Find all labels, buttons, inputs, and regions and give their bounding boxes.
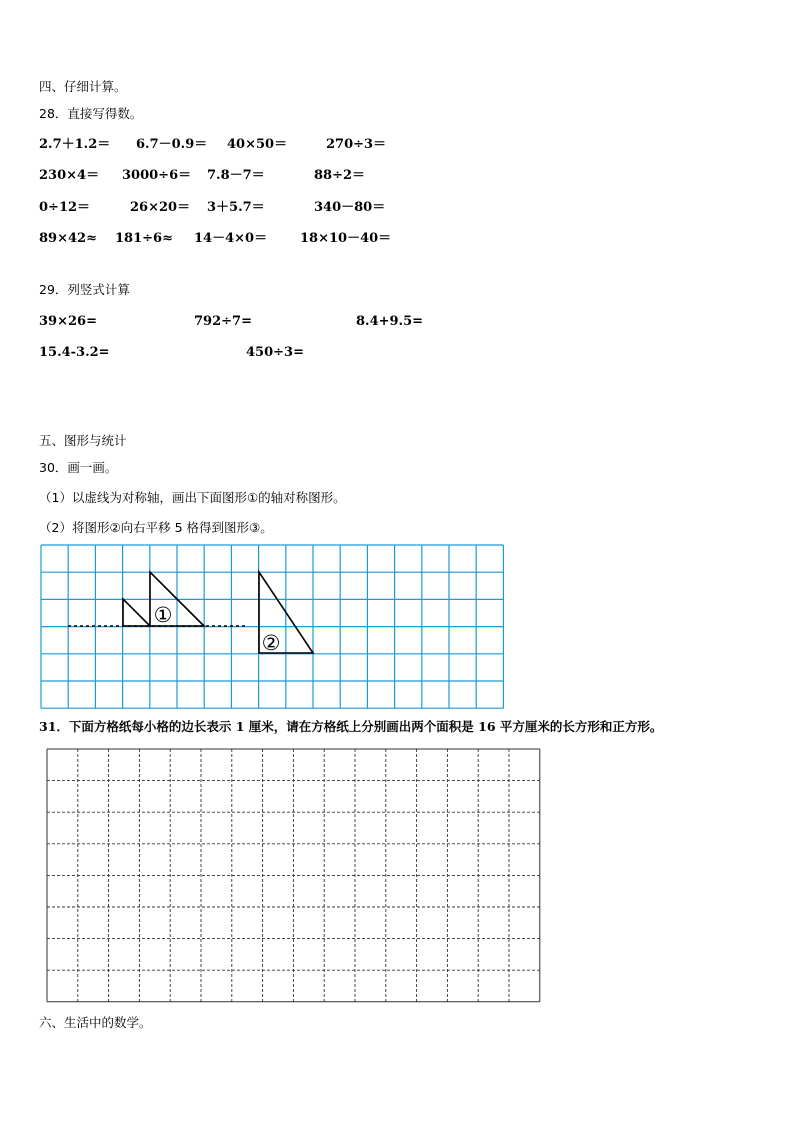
q28-item: 88÷2＝ — [314, 168, 366, 183]
q28-item: 340－80＝ — [314, 200, 386, 215]
q28-item: 6.7－0.9＝ — [136, 137, 208, 152]
figure-1-label: ① — [153, 603, 173, 627]
q28-item: 3000÷6＝ — [122, 168, 192, 183]
q28-item: 0÷12＝ — [39, 200, 91, 215]
q31-grid-lines — [47, 749, 540, 1002]
q29-item: 8.4+9.5= — [356, 314, 424, 329]
q29-item: 39×26= — [39, 314, 97, 329]
q29-item: 792÷7= — [194, 314, 252, 329]
q28-item: 40×50＝ — [227, 137, 288, 152]
section-5-title: 五、图形与统计 — [39, 433, 127, 448]
q28-item: 270÷3＝ — [326, 137, 387, 152]
question-30-item-1: （1）以虚线为对称轴，画出下面图形①的轴对称图形。 — [39, 490, 346, 505]
question-31-title: 31．下面方格纸每小格的边长表示 1 厘米，请在方格纸上分别画出两个面积是 16 平方厘米的长方形和正方形。 — [39, 719, 663, 734]
q28-item: 18×10－40＝ — [300, 231, 392, 246]
question-29-title: 29．列竖式计算 — [39, 282, 130, 297]
figure-2-label: ② — [261, 631, 281, 655]
q28-item: 26×20＝ — [130, 200, 191, 215]
section-6-title: 六、生活中的数学。 — [39, 1015, 152, 1030]
section-4-title: 四、仔细计算。 — [39, 79, 127, 94]
q28-item: 89×42≈ — [39, 231, 97, 246]
question-30-item-2: （2）将图形②向右平移 5 格得到图形③。 — [39, 520, 273, 535]
q28-item: 2.7＋1.2＝ — [39, 137, 111, 152]
question-28-title: 28．直接写得数。 — [39, 106, 143, 121]
q28-item: 14－4×0＝ — [194, 231, 268, 246]
q28-item: 3＋5.7＝ — [207, 200, 265, 215]
q28-item: 181÷6≈ — [115, 231, 173, 246]
question-30-title: 30．画一画。 — [39, 460, 118, 475]
q28-item: 230×4＝ — [39, 168, 100, 183]
q29-item: 450÷3= — [246, 345, 304, 360]
q29-item: 15.4-3.2= — [39, 345, 110, 360]
q28-item: 7.8－7＝ — [207, 168, 265, 183]
